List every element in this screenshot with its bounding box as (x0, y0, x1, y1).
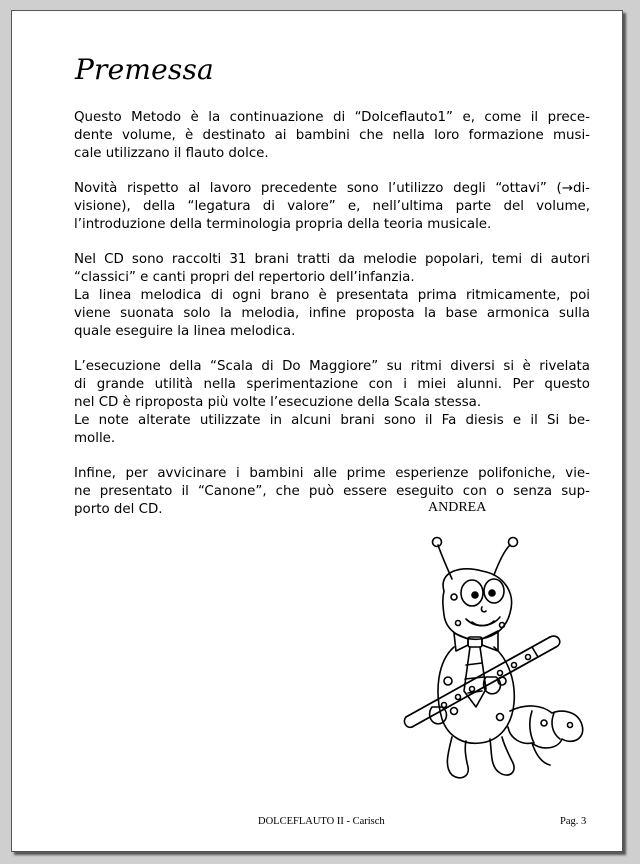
page-title: Premessa (75, 53, 214, 86)
text-line: Questo Metodo è la continuazione di “Dolceflauto1” e, come il prece- (74, 110, 590, 125)
signature: ANDREA (428, 500, 487, 515)
footer-title: DOLCEFLAUTO II - Carisch (258, 816, 385, 827)
text-line: dente volume, è destinato ai bambini che nella loro formazione musi- (74, 128, 590, 143)
page (11, 10, 623, 852)
text-line: molle. (74, 431, 116, 446)
text-line: La linea melodica di ogni brano è presentata prima ritmicamente, poi (74, 288, 590, 303)
text-line: l’introduzione della terminologia propria della teoria musicale. (74, 217, 492, 232)
paragraph (74, 180, 590, 234)
text-line: Novità rispetto al lavoro precedente sono l’utilizzo degli “ottavi” (→di- (74, 181, 590, 196)
text-line: ne presentato il “Canone”, che può essere eseguito con o senza sup- (74, 484, 590, 499)
paragraph (74, 109, 590, 163)
text-line: porto del CD. (74, 502, 163, 517)
text-line: quale eseguire la linea melodica. (74, 324, 296, 339)
body-text (74, 109, 590, 536)
text-line: di grande utilità nella sperimentazione con i miei alunni. Per questo (74, 377, 590, 392)
text-line: Le note alterate utilizzate in alcuni brani sono il Fa diesis e il Si be- (74, 413, 590, 428)
text-line: Infine, per avvicinare i bambini alle prime esperienze polifoniche, vie- (74, 466, 590, 481)
text-line: nel CD è riproposta più volte l’esecuzione della Scala stessa. (74, 395, 482, 410)
text-line: Nel CD sono raccolti 31 brani tratti da melodie popolari, temi di autori (74, 252, 590, 267)
bug-mascot-flute-illustration (382, 531, 602, 791)
text-line: visione), della “legatura di valore” e, nell’ultima parte del volume, (74, 199, 590, 214)
page-number: Pag. 3 (560, 816, 587, 827)
text-line: cale utilizzano il flauto dolce. (74, 146, 269, 161)
paragraph (74, 251, 590, 341)
paragraph (74, 358, 590, 448)
text-line: “classici” e canti propri del repertorio dell’infanzia. (74, 270, 415, 285)
paragraph (74, 465, 590, 519)
text-line: viene suonata solo la melodia, infine proposta la base armonica sulla (74, 306, 590, 321)
text-line: L’esecuzione della “Scala di Do Maggiore” su ritmi diversi si è rivelata (74, 359, 590, 374)
